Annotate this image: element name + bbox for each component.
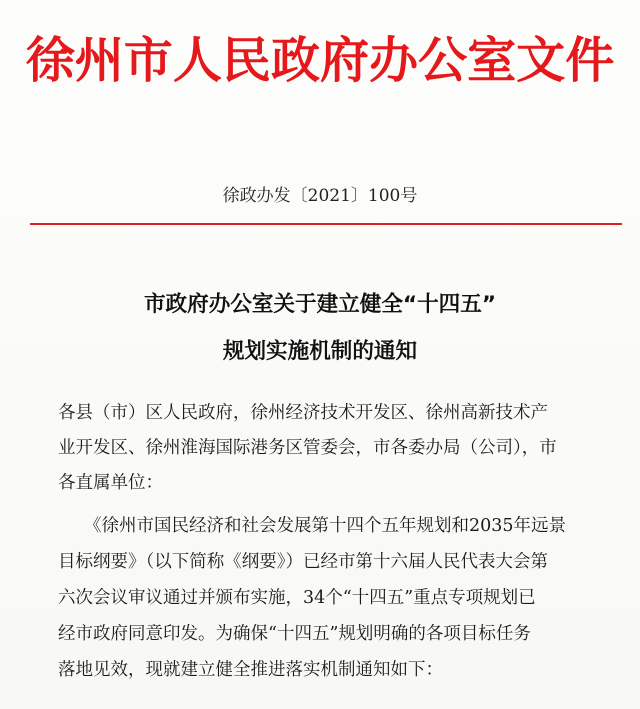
notice-title-line-1: 市政府办公室关于建立健全“十四五” xyxy=(143,292,497,317)
body-line: 业开发区、徐州淮海国际港务区管委会，市各委办局（公司），市 xyxy=(58,438,557,458)
notice-title-line-2: 规划实施机制的通知 xyxy=(222,339,418,364)
red-separator-line xyxy=(30,223,622,225)
body-line: 落地见效，现就建立健全推进落实机制通知如下： xyxy=(58,660,443,680)
body-line: 各直属单位： xyxy=(58,473,163,493)
body-line: 《徐州市国民经济和社会发展第十四个五年规划和2035年远景 xyxy=(84,516,567,536)
body-line: 目标纲要》（以下简称《纲要》）已经市第十六届人民代表大会第 xyxy=(58,552,548,572)
body-line: 经市政府同意印发。为确保“十四五”规划明确的各项目标任务 xyxy=(58,624,531,644)
body-line: 六次会议审议通过并颁布实施，34个“十四五”重点专项规划已 xyxy=(58,588,536,608)
body-line: 各县（市）区人民政府，徐州经济技术开发区、徐州高新技术产 xyxy=(58,403,548,423)
document-number: 徐政办发〔2021〕100号 xyxy=(222,186,418,206)
issuer-title: 徐州市人民政府办公室文件 xyxy=(25,31,615,89)
